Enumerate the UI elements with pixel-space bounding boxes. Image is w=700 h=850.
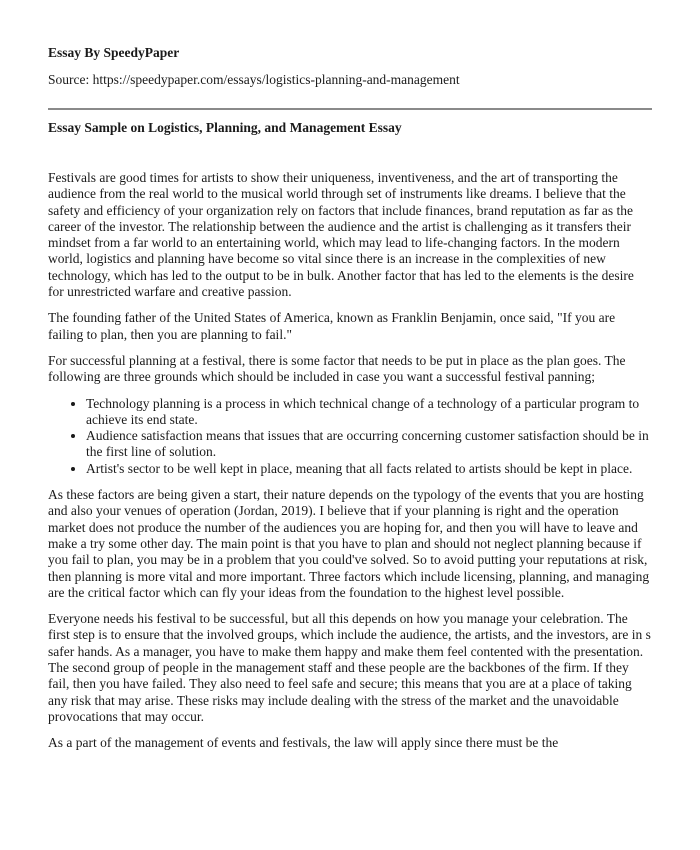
essay-paragraph: The founding father of the United States of America, known as Franklin Benjamin, once said, "If you are failing to plan, then you are planning to fail." — [48, 310, 616, 342]
essay-paragraph: As these factors are being given a start, their nature depends on the typology of the events that you are hosting and also your venues of operation (Jordan, 2019). I believe that if your planning is right and the operation market does not produce the number of the audiences you are hoping for, and then you will have to leave and make a try some other day. The main point is that you have to plan and should not neglect planning because if you fail to plan, you may be in a problem that you could've solved. So to avoid putting your reputations at risk, then planning is more vital and more important. Three factors which include licensing, planning, and managing are the critical factor which can fly your ideas from the foundation to the highest level possible. — [48, 487, 650, 600]
list-item: • Audience satisfaction means that issues that are occurring concerning customer satisfaction should be in the first line of solution. — [86, 428, 652, 461]
header-divider — [48, 108, 652, 110]
essay-paragraph: Everyone needs his festival to be successful, but all this depends on how you manage your celebration. The first step is to ensure that the involved groups, which include the audience, the artists, and the investors, are in s safer hands. As a manager, you have to make them happy and make them feel contented with the presentation. The second group of people in the management staff and these people are the backbones of the firm. If they fail, then you have failed. They also need to feel safe and secure; this means that you are at a place of taking any risk that may arise. These risks may include dealing with the stress of the market and the unavoidable provocations that may occur. — [48, 611, 651, 724]
essay-body — [48, 170, 652, 762]
essay-paragraph: Festivals are good times for artists to show their uniqueness, inventiveness, and the art of transporting the audience from the real world to the musical world through set of instruments like dreams. I believe that the safety and efficiency of your organization rely on factors that include finances, brand reputation as far as the career of the investor. The relationship between the audience and the artist is challenging as it transfers their mindset from a far world to an entertaining world, which may lead to life-changing factors. In the modern world, logistics and planning have become so vital since there is an increase in the complexities of new technology, which has led to the output to be in bulk. Another factor that has led to the elements is the desire for unrestricted warfare and creative passion. — [48, 170, 634, 300]
essay-paragraph: For successful planning at a festival, there is some factor that needs to be put in place as the plan goes. The following are three grounds which should be included in case you want a successful festival panning; — [48, 352, 626, 385]
document-header-title: Essay By SpeedyPaper — [48, 45, 180, 60]
list-item: • Artist's sector to be well kept in place, meaning that all facts related to artists should be kept in place. — [86, 461, 652, 477]
essay-paragraph: As a part of the management of events and festivals, the law will apply since there must be the — [48, 735, 559, 751]
list-item: • Technology planning is a process in which technical change of a technology of a particular program to achieve its end state. — [86, 396, 652, 429]
essay-title: Essay Sample on Logistics, Planning, and Management Essay — [48, 120, 402, 135]
document-source-line: Source: https://speedypaper.com/essays/logistics-planning-and-management — [48, 72, 460, 87]
essay-bullet-list — [48, 396, 652, 477]
